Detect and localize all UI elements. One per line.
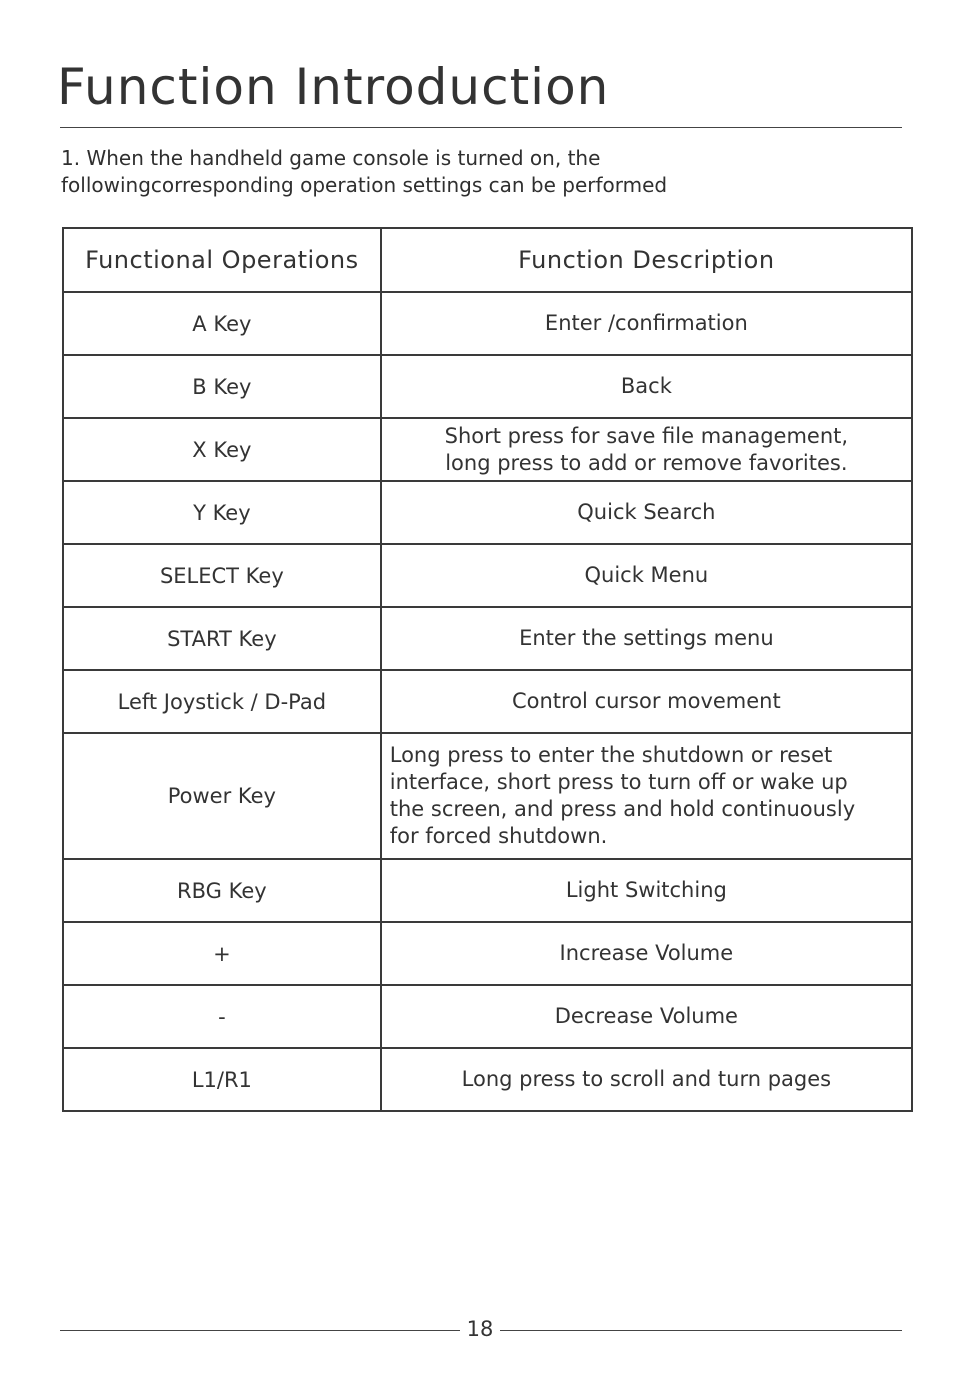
- table-row: [63, 607, 912, 670]
- description-cell: [381, 733, 912, 859]
- table-row: [63, 418, 912, 481]
- operation-cell: Power Key: [63, 733, 381, 859]
- intro-line: 1. When the handheld game console is turned on, the: [61, 146, 601, 170]
- description-line: Control cursor movement: [511, 689, 781, 713]
- operation-cell: A Key: [63, 292, 381, 355]
- description-line: for forced shutdown.: [389, 824, 608, 848]
- title-divider: [60, 127, 902, 128]
- intro-line: followingcorresponding operation settings can be performed: [61, 173, 668, 197]
- description-cell: [381, 922, 912, 985]
- description-line: the screen, and press and hold continuously: [389, 797, 856, 821]
- table-row: [63, 481, 912, 544]
- table-row: [63, 355, 912, 418]
- operation-cell: Left Joystick / D-Pad: [63, 670, 381, 733]
- table-row: [63, 859, 912, 922]
- table-row: [63, 1048, 912, 1111]
- table-row: [63, 670, 912, 733]
- description-line: Light Switching: [565, 878, 727, 902]
- description-cell: [381, 481, 912, 544]
- description-line: Back: [620, 374, 672, 398]
- footer-divider-left: [60, 1330, 460, 1331]
- intro-text: [61, 145, 901, 199]
- description-cell: [381, 544, 912, 607]
- operation-cell: RBG Key: [63, 859, 381, 922]
- column-header-operations: Functional Operations: [63, 228, 381, 292]
- description-line: long press to add or remove favorites.: [445, 450, 848, 475]
- description-cell: [381, 607, 912, 670]
- description-cell: [381, 859, 912, 922]
- table-row: [63, 292, 912, 355]
- description-line: Enter the settings menu: [519, 626, 774, 650]
- operation-cell: +: [63, 922, 381, 985]
- description-line: Increase Volume: [559, 941, 734, 965]
- description-cell: [381, 670, 912, 733]
- description-line: Decrease Volume: [554, 1004, 738, 1028]
- description-line: Long press to scroll and turn pages: [461, 1067, 832, 1091]
- table-row: [63, 544, 912, 607]
- operation-cell: START Key: [63, 607, 381, 670]
- table-row: [63, 985, 912, 1048]
- page-title: Function Introduction: [57, 58, 610, 116]
- page-number: 18: [466, 1317, 494, 1341]
- description-line: interface, short press to turn off or wake up: [389, 770, 848, 794]
- operation-cell: X Key: [63, 418, 381, 481]
- table-row: [63, 733, 912, 859]
- operation-cell: Y Key: [63, 481, 381, 544]
- description-cell: [381, 985, 912, 1048]
- description-cell: [381, 418, 912, 481]
- description-cell: [381, 292, 912, 355]
- description-line: Quick Search: [577, 500, 716, 524]
- description-cell: [381, 1048, 912, 1111]
- operation-cell: B Key: [63, 355, 381, 418]
- description-line: Quick Menu: [584, 563, 709, 587]
- description-line: Short press for save file management,: [444, 423, 849, 448]
- description-line: Enter /confirmation: [544, 311, 748, 335]
- operation-cell: L1/R1: [63, 1048, 381, 1111]
- table-header-row: [63, 228, 912, 292]
- operation-cell: SELECT Key: [63, 544, 381, 607]
- footer-divider-right: [500, 1330, 902, 1331]
- description-cell: [381, 355, 912, 418]
- operation-cell: -: [63, 985, 381, 1048]
- column-header-description: Function Description: [381, 228, 912, 292]
- description-line: Long press to enter the shutdown or reset: [389, 743, 833, 767]
- function-table: [62, 227, 913, 1112]
- table-row: [63, 922, 912, 985]
